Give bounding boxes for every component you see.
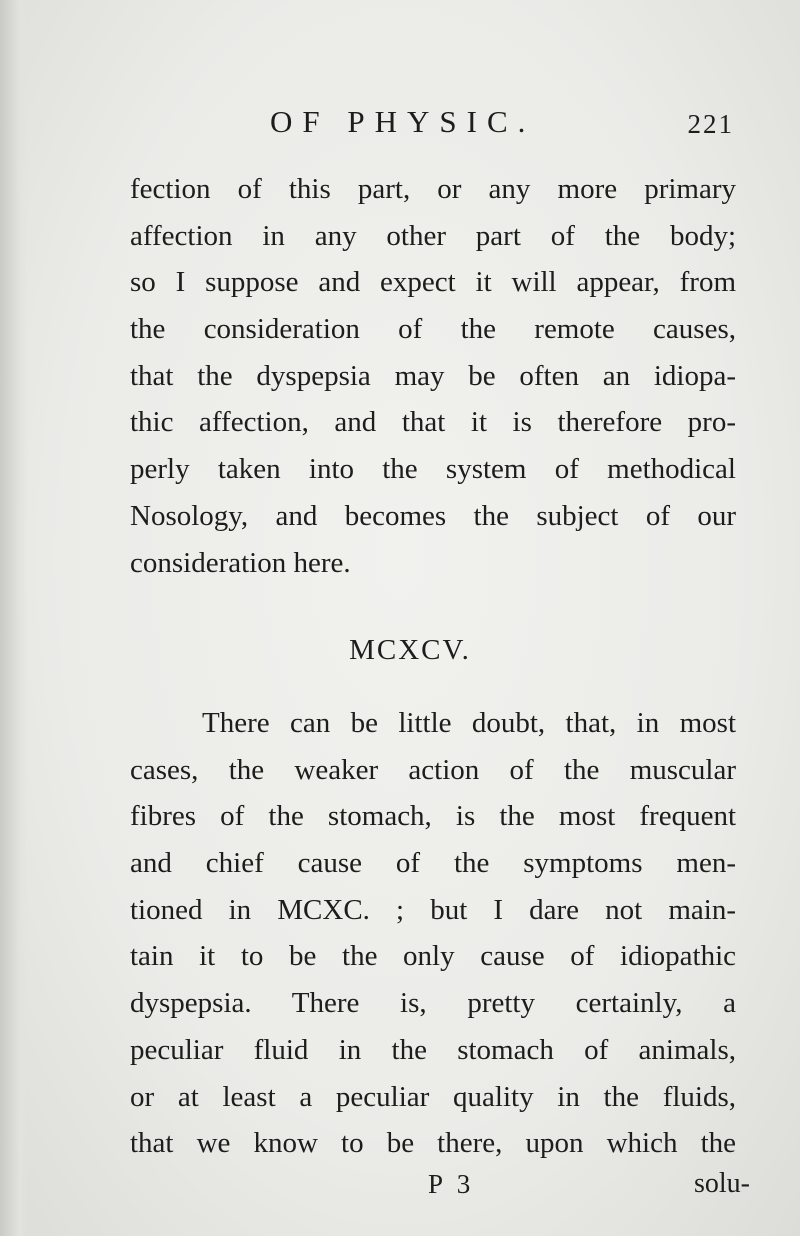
text-line: consideration here. — [130, 546, 351, 579]
text-line: that the dyspepsia may be often an idiopa- — [130, 359, 736, 392]
page-gutter-shadow — [0, 0, 28, 1236]
text-line: peculiar fluid in the stomach of animals, — [130, 1033, 736, 1066]
text-line: or at least a peculiar quality in the fluids, — [130, 1080, 736, 1113]
text-line: fibres of the stomach, is the most frequent — [130, 800, 736, 833]
paragraph-continuation — [130, 166, 736, 586]
page-number: 221 — [687, 109, 734, 139]
text-line: fection of this part, or any more primary — [130, 173, 736, 205]
text-line: Nosology, and becomes the subject of our — [130, 499, 736, 532]
text-line: cases, the weaker action of the muscular — [130, 753, 736, 786]
text-line: and chief cause of the symptoms men- — [130, 847, 736, 880]
catchword: solu- — [694, 1168, 750, 1199]
text-line: so I suppose and expect it will appear, from — [130, 266, 736, 299]
section-heading: MCXCV. — [349, 634, 471, 666]
text-line: the consideration of the remote causes, — [130, 313, 736, 346]
text-line: tain it to be the only cause of idiopathic — [130, 940, 736, 973]
text-line: thic affection, and that it is therefore pro- — [130, 406, 736, 439]
text-line: dyspepsia. There is, pretty certainly, a — [130, 987, 736, 1020]
running-title: OF PHYSIC. — [270, 104, 536, 139]
text-line: tioned in MCXC. ; but I dare not main- — [130, 893, 736, 926]
text-line: affection in any other part of the body; — [130, 219, 736, 252]
text-line: perly taken into the system of methodical — [130, 453, 736, 486]
running-head — [0, 100, 800, 144]
text-line: There can be little doubt, that, in most — [202, 707, 736, 739]
text-line: that we know to be there, upon which the — [130, 1127, 736, 1160]
signature-mark: P 3 — [428, 1169, 475, 1199]
paragraph-section — [130, 700, 736, 1167]
